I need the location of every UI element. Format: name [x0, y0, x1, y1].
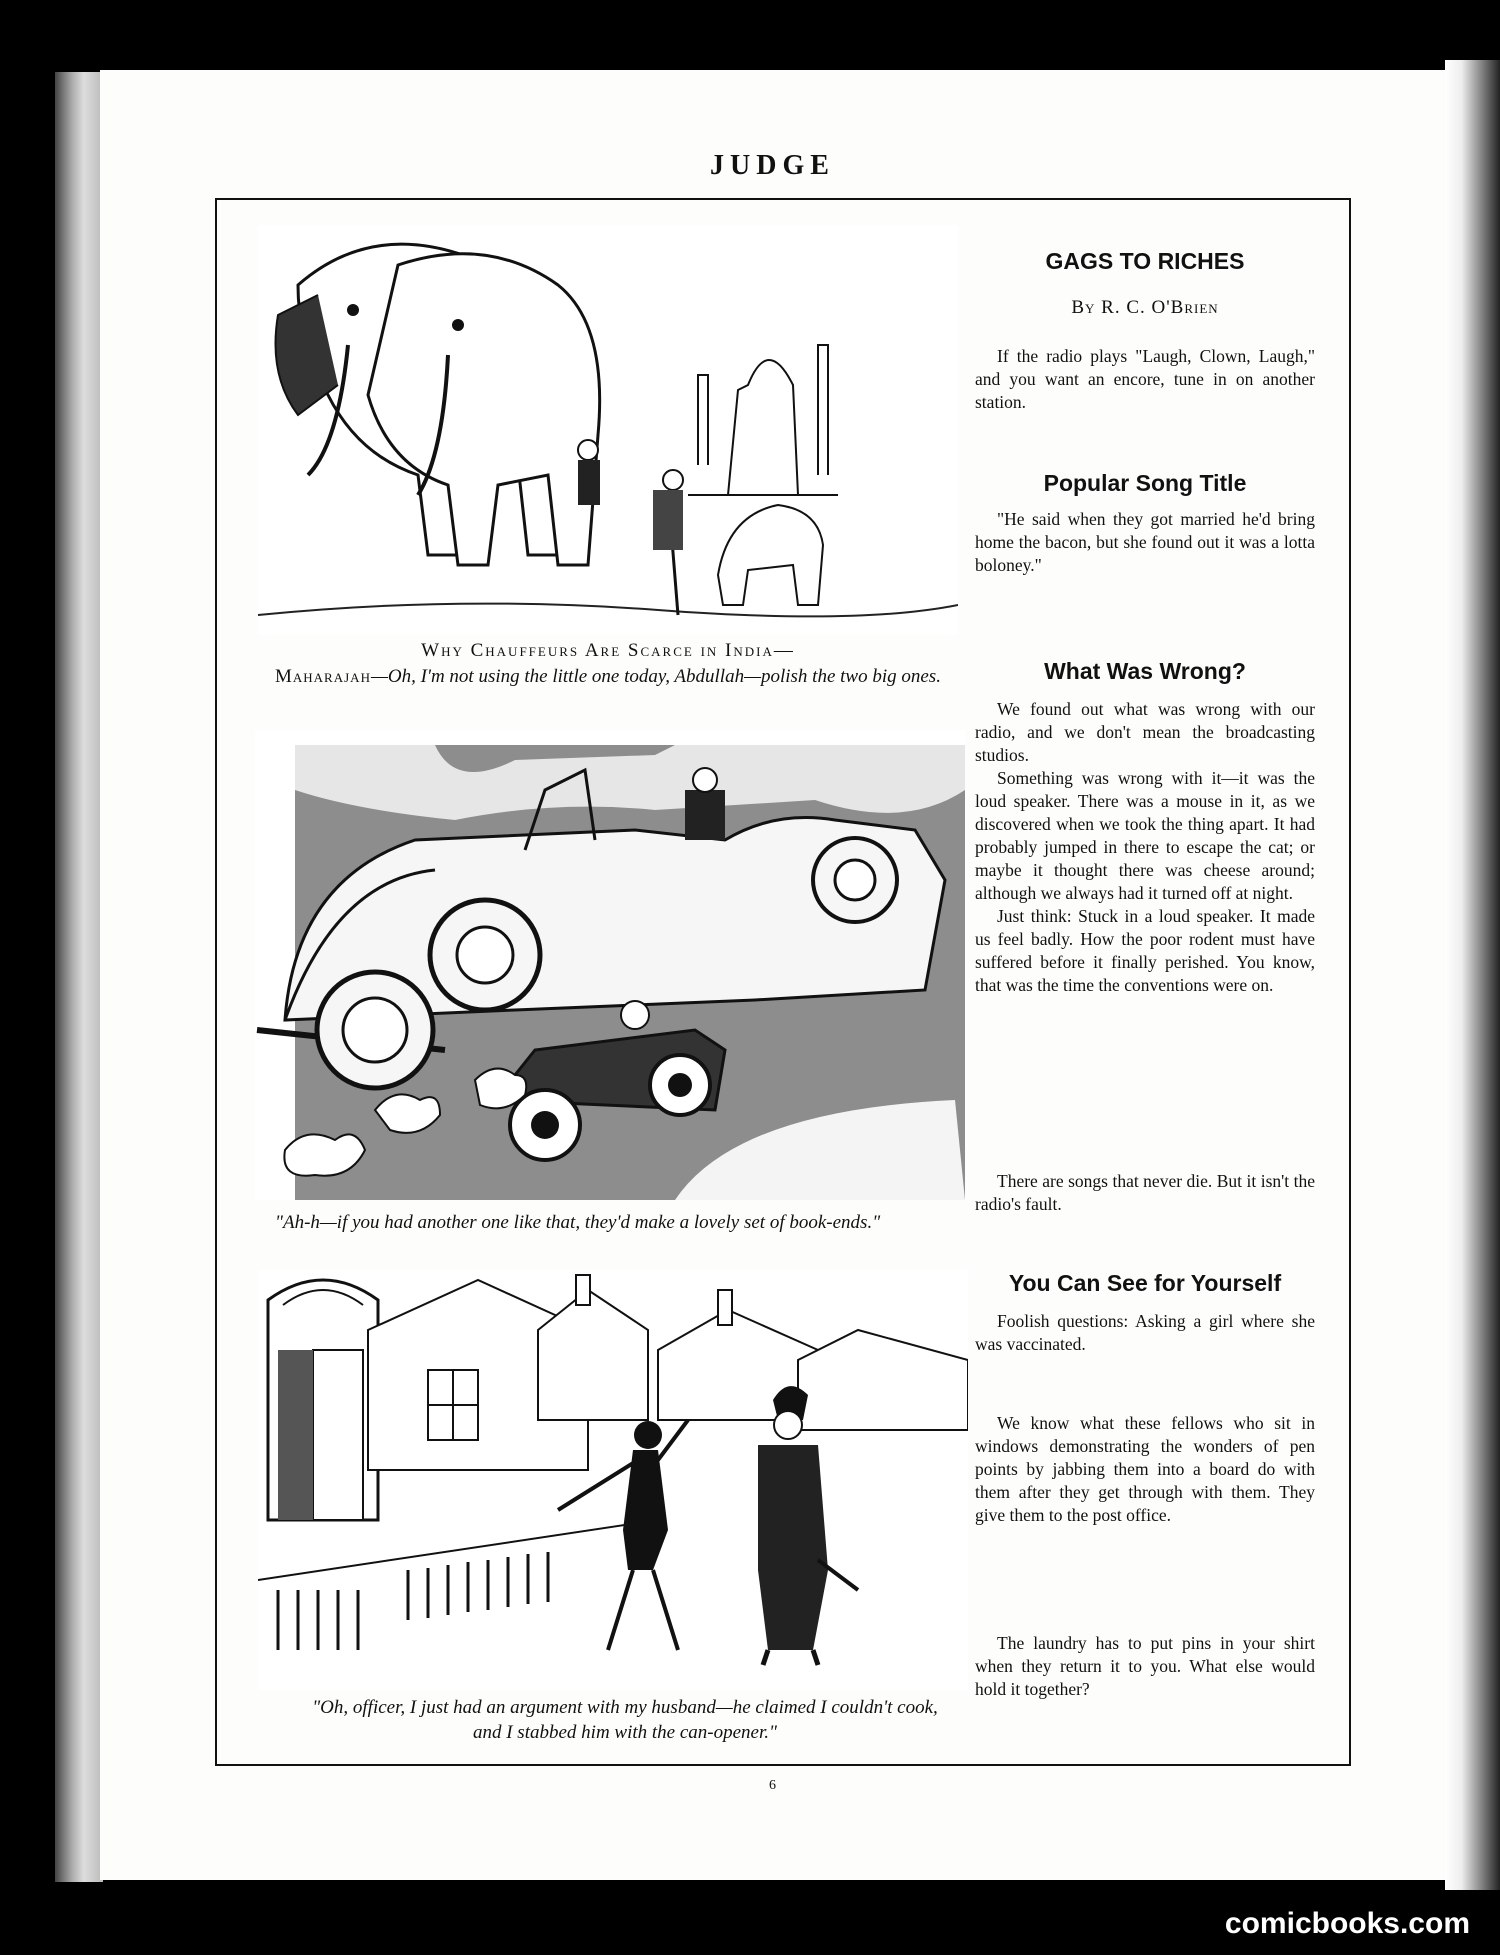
cartoon-1-quote: —Oh, I'm not using the little one today, Abdullah—polish the two big ones. [370, 666, 941, 687]
running-head: JUDGE [710, 150, 835, 181]
section-heading-see-for-yourself: You Can See for Yourself [1008, 1270, 1282, 1296]
page-edge [1445, 60, 1500, 1890]
cartoon-cars [255, 730, 965, 1200]
section-text-laundry: The laundry has to put pins in your shirt when they return it to you. What else would hold it together? [975, 1633, 1315, 1699]
cartoon-1-caption [275, 664, 955, 689]
article-title: GAGS TO RICHES [1045, 248, 1245, 274]
street-illustration [258, 1270, 968, 1690]
elephants-illustration [258, 225, 958, 635]
section-text-songs: There are songs that never die. But it isn't the radio's fault. [975, 1171, 1315, 1214]
section-body-what-was-wrong [975, 698, 1315, 997]
book-spine [55, 72, 103, 1882]
cartoon-1-speaker: Maharajah [275, 666, 371, 687]
cartoon-1-title: Why Chauffeurs Are Scarce in India— [421, 640, 795, 661]
section-text-what-was-wrong-1: We found out what was wrong with our radio, and we don't mean the broadcasting studios. [975, 699, 1315, 765]
section-text-what-was-wrong-3: Just think: Stuck in a loud speaker. It made us feel badly. How the poor rodent must have suffered before it finally perished. You know, that was the time the conventions were on. [975, 906, 1315, 995]
section-text-pen-points: We know what these fellows who sit in windows demonstrating the wonders of pen points by jabbing them into a board do with them after they get through with them. They give them to the post office. [975, 1413, 1315, 1525]
article-byline: By R. C. O'Brien [1071, 297, 1219, 318]
section-heading-what-was-wrong: What Was Wrong? [1044, 658, 1246, 684]
section-text-what-was-wrong-2: Something was wrong with it—it was the loud speaker. There was a mouse in it, as we discovered when we took the thing apart. It had probably jumped in there to escape the cat; or maybe it thought there was cheese around; although we always had it turned off at night. [975, 768, 1315, 903]
section-heading-popular-song: Popular Song Title [1043, 470, 1247, 496]
watermark: comicbooks.com [1224, 1907, 1470, 1940]
article-intro: If the radio plays "Laugh, Clown, Laugh," and you want an encore, tune in on another station. [975, 346, 1315, 412]
cartoon-street [258, 1270, 968, 1690]
cartoon-elephants [258, 225, 958, 635]
cartoon-2-caption: "Ah-h—if you had another one like that, they'd make a lovely set of book-ends." [275, 1212, 881, 1233]
cars-illustration [255, 730, 965, 1200]
cartoon-3-caption: "Oh, officer, I just had an argument with my husband—he claimed I couldn't cook, and I stabbed him with the can-opener." [312, 1697, 938, 1743]
section-text-popular-song: "He said when they got married he'd bring home the bacon, but she found out it was a lotta boloney." [975, 509, 1315, 575]
page-number: 6 [769, 1778, 776, 1793]
section-text-see-for-yourself: Foolish questions: Asking a girl where she was vaccinated. [975, 1311, 1315, 1354]
